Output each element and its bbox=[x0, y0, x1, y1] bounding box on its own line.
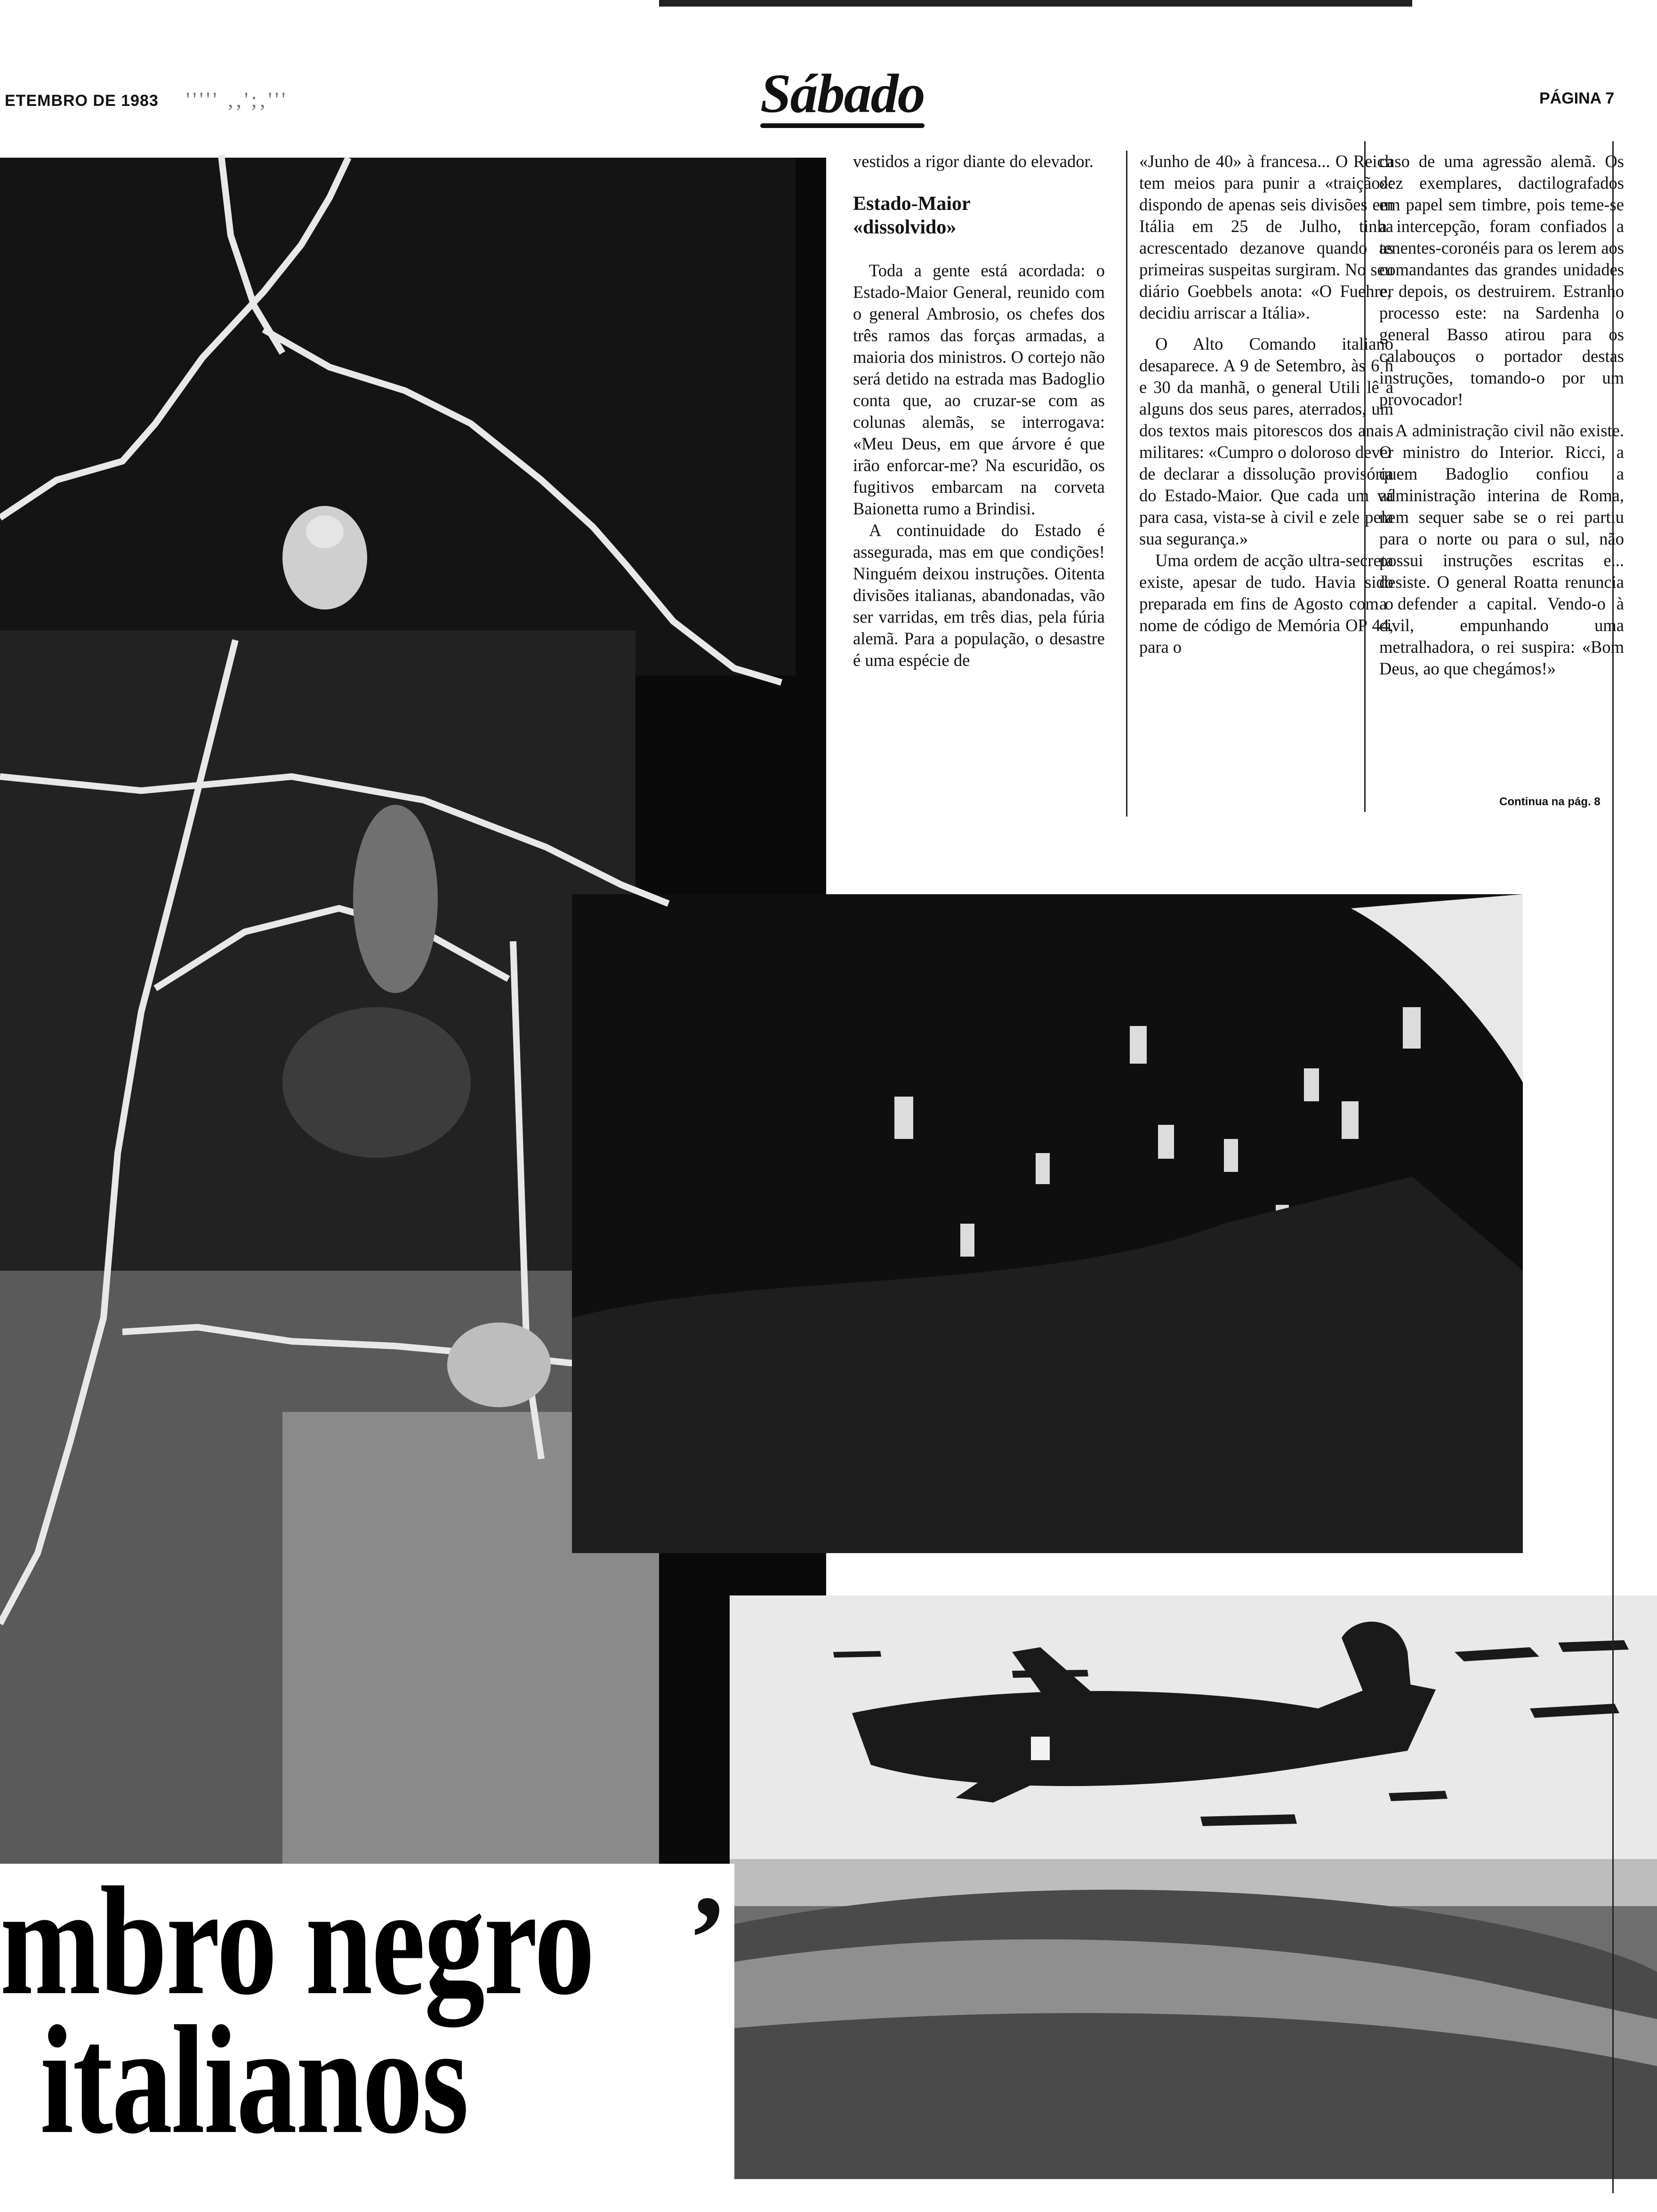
column-lead-text: vestidos a rigor diante do elevador. bbox=[853, 152, 1094, 171]
headline-line-1: mbro negro bbox=[0, 1855, 594, 2027]
section-subheading: Estado-Maior «dissolvido» bbox=[853, 193, 971, 238]
headline-apostrophe: ’ bbox=[687, 1871, 728, 2006]
continued-on-page-note: Continua na pág. 8 bbox=[1499, 795, 1601, 808]
article-column-2 bbox=[1139, 151, 1393, 658]
masthead-smudge: ''''' ,,';,''' bbox=[186, 88, 289, 112]
bomber-silhouettes bbox=[730, 1595, 1657, 2179]
article-column-3 bbox=[1379, 151, 1624, 680]
column-rule bbox=[1126, 151, 1127, 817]
issue-date: ETEMBRO DE 1983 bbox=[5, 92, 159, 110]
paragraph: «Junho de 40» à francesa... O Reich tem meios para punir a «traição»: dispondo de apenas seis divisões em Itália em 25 de Julho, tinha acrescentado dezanove quando as primeiras suspeitas surgiram. No seu diário Goebbels anota: «O Fuehrer decidiu arriscar a Itália». bbox=[1139, 152, 1393, 322]
headline-line-2: italianos bbox=[40, 1994, 468, 2166]
section-logo: Sábado bbox=[760, 66, 925, 128]
paragraph: caso de uma agressão alemã. Os dez exemplares, dactilografados em papel sem timbre, pois teme-se a intercepção, foram confiados a tenentes-coronéis para os lerem aos comandantes das grandes unidades e, depois, os destruirem. Estranho processo este: na Sardenha o general Basso atirou para os calabouços o portador destas instruções, tomando-o por um provocador! bbox=[1379, 152, 1624, 409]
paragraph: Toda a gente está acordada: o Estado-Maior General, reunido com o general Ambrosio, os chefes dos três ramos das forças armadas, a maioria dos ministros. O cortejo não será detido na estrada mas Badoglio conta que, ao cruzar-se com as colunas alemãs, se interrogava: «Meu Deus, em que árvore é que irão enforcar-me? Na escuridão, os fugitivos embarcam na corveta Baionetta rumo a Brindisi. bbox=[853, 261, 1105, 518]
paragraph: A continuidade do Estado é assegurada, mas em que condições! Ninguém deixou instruções. Oitenta divisões italianas, abandonadas, vão ser varridas, em três dias, pela fúria alemã. Para a população, o desastre é uma espécie de bbox=[853, 521, 1105, 670]
paragraph: A administração civil não existe. O ministro do Interior. Ricci, a quem Badoglio confiou a administração interina de Roma, nem sequer sabe se o rei partiu para o norte ou para o sul, não possui instruções escritas e... desiste. O general Roatta renuncia a defender a capital. Vendo-o à civil, empunhando uma metralhadora, o rei suspira: «Bom Deus, ao que chegámos!» bbox=[1379, 421, 1624, 678]
article-column-1 bbox=[853, 151, 1105, 671]
paragraph: Uma ordem de acção ultra-secreta existe, apesar de tudo. Havia sido preparada em fins de Agosto com o nome de código de Memória OP 44, para o bbox=[1139, 551, 1393, 657]
page-number: PÁGINA 7 bbox=[1539, 89, 1615, 107]
paragraph: O Alto Comando italiano desaparece. A 9 de Setembro, às 6 h e 30 da manhã, o general Utili lê a alguns dos seus pares, aterrados, um dos textos mais pitorescos dos anais militares: «Cumpro o doloroso dever de declarar a dissolução provisória do Estado-Maior. Que cada um vá para casa, vista-se à civil e zele pela sua segurança.» bbox=[1139, 334, 1393, 548]
